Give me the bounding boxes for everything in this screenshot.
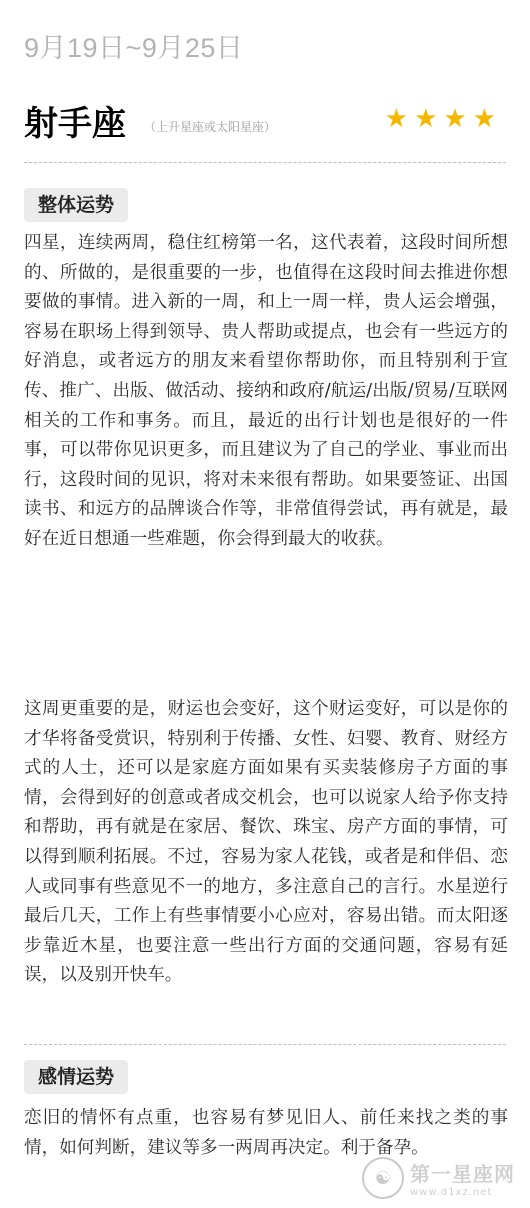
- overall-paragraph-1: 四星，连续两周，稳住红榜第一名，这代表着，这段时间所想的、所做的，是很重要的一步，也值得在这段时间去推进你想要做的事情。进入新的一周，和上一周一样，贵人运会增强，容易在职场上得到领导、贵人帮助或提点，也会有一些远方的好消息，或者远方的朋友来看望你帮助你，而且特别利于宣传、推广、出版、做活动、接纳和政府/航运/出版/贸易/互联网相关的工作和事务。而且，最近的出行计划也是很好的一件事，可以带你见识更多，而且建议为了自己的学业、事业而出行，这段时间的见识，将对未来很有帮助。如果要签证、出国读书、和远方的品牌谈合作等，非常值得尝试，再有就是，最好在近日想通一些难题，你会得到最大的收获。: [24, 233, 508, 549]
- overall-paragraph-2: 这周更重要的是，财运也会变好，这个财运变好，可以是你的才华将备受赏识，特别利于传播、女性、妇婴、教育、财经方式的人士，还可以是家庭方面如果有买卖装修房子方面的事情，会得到好的创意或者成交机会，也可以说家人给予你支持和帮助，再有就是在家居、餐饮、珠宝、房产方面的事情，可以得到顺利拓展。不过，容易为家人花钱，或者是和伴侣、恋人或同事有些意见不一的地方，多注意自己的言行。水星逆行最后几天，工作上有些事情要小心应对，容易出错。而太阳逐步靠近木星，也要注意一些出行方面的交通问题，容易有延误，以及别开快车。: [24, 699, 508, 986]
- section-label-love: 感情运势: [24, 1060, 128, 1094]
- section-label-overall: 整体运势: [24, 188, 128, 222]
- divider: [24, 1044, 506, 1045]
- watermark-name: 第一星座网: [410, 1162, 515, 1186]
- star-icon: ★: [384, 104, 409, 134]
- sign-header: [24, 96, 514, 144]
- date-range: 9月19日~9月25日: [24, 33, 244, 63]
- star-icon: ★: [472, 104, 496, 134]
- love-paragraph: 恋旧的情怀有点重，也容易有梦见旧人、前任来找之类的事情，如何判断，建议等多一两周再决定。利于备孕。: [24, 1108, 508, 1158]
- site-watermark: [362, 1156, 522, 1200]
- sign-name: 射手座: [24, 104, 126, 144]
- star-rating: [385, 106, 496, 132]
- sign-note: （上升星座或太阳星座）: [144, 120, 277, 134]
- star-icon: ★: [414, 104, 438, 134]
- divider: [24, 162, 506, 163]
- zodiac-logo-icon: ☯: [362, 1157, 404, 1199]
- star-icon: ★: [443, 104, 467, 134]
- watermark-url: www.d1xz.net: [410, 1187, 493, 1198]
